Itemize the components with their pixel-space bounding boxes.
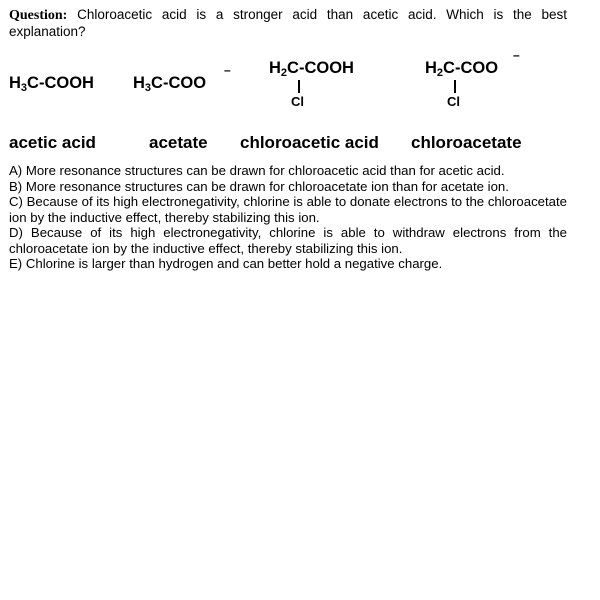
choice-e: E) Chlorine is larger than hydrogen and can better hold a negative charge. <box>9 256 443 271</box>
chloroacetic-acid-c-cl-bond <box>298 80 300 93</box>
chloroacetate-negative-charge: – <box>513 48 520 62</box>
chloroacetate-name: chloroacetate <box>411 133 522 152</box>
acetic-acid-formula: $H_3C$-COOH <box>9 74 94 94</box>
acetate-formula: $H_3C$-COO <box>133 74 207 94</box>
question-body: Chloroacetic acid is a stronger acid than acetic acid. Which is the best explanation? <box>9 7 567 39</box>
chloroacetic-acid-formula: $H_2C$-COOH <box>269 59 354 79</box>
chloroacetic-acid-name: chloroacetic acid <box>240 133 379 152</box>
chloroacetic-acid-chlorine: Cl <box>291 94 304 109</box>
acetate-negative-charge: – <box>224 63 231 77</box>
question-text <box>9 7 567 40</box>
acetate-name: acetate <box>149 133 208 152</box>
acetic-acid-name: acetic acid <box>9 133 96 152</box>
choice-a: A) More resonance structures can be drawn for chloroacetic acid than for acetic acid. <box>9 163 505 178</box>
choice-b: B) More resonance structures can be drawn for chloroacetate ion than for acetate ion. <box>9 178 509 194</box>
chloroacetate-formula: $H_2C$-COO <box>425 59 499 79</box>
question-label: Question: <box>9 8 68 23</box>
choice-c: C) Because of its high electronegativity, chlorine is able to donate electrons to the chloroacetate ion by the inductive effect, thereby stabilizing this ion. <box>9 194 567 225</box>
answer-choices <box>9 163 567 272</box>
choice-d: D) Because of its high electronegativity, chlorine is able to withdraw electrons from the chloroacetate ion by the inductive effect, thereby stabilizing this ion. <box>9 225 567 256</box>
chloroacetate-chlorine: Cl <box>447 94 460 109</box>
chloroacetate-c-cl-bond <box>454 80 456 93</box>
